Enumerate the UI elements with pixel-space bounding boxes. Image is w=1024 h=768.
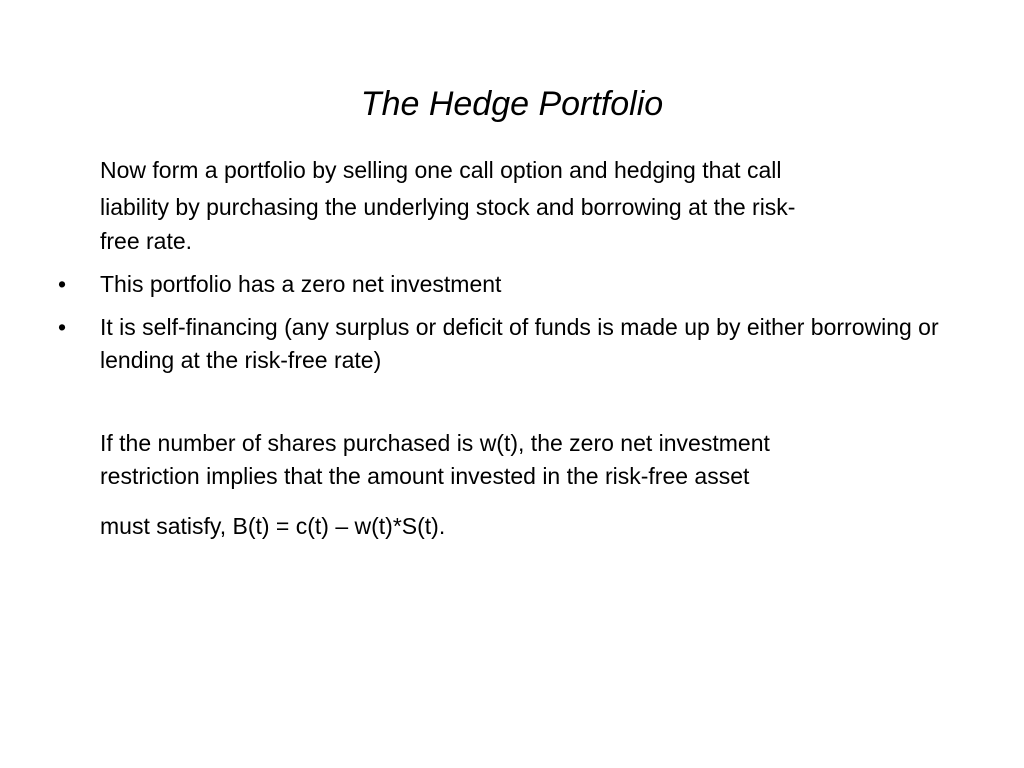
intro-line: Now form a portfolio by selling one call option and hedging that call (100, 157, 782, 183)
closing-line: must satisfy, B(t) = c(t) – w(t)*S(t). (100, 513, 446, 539)
bullet-text: It is self-financing (any surplus or deficit of funds is made up by either borrowing or lending at the risk-free rate) (100, 314, 939, 373)
intro-line: free rate. (100, 228, 193, 254)
bullet-marker: • (58, 314, 67, 340)
slide-title: The Hedge Portfolio (360, 85, 664, 123)
intro-line: liability by purchasing the underlying stock and borrowing at the risk- (100, 194, 796, 220)
intro-paragraph (100, 152, 980, 256)
bullet-text: This portfolio has a zero net investment (100, 271, 502, 297)
bullet-marker: • (58, 271, 67, 297)
closing-line: If the number of shares purchased is w(t), the zero net investment (100, 430, 770, 456)
closing-line: restriction implies that the amount invested in the risk-free asset (100, 463, 750, 489)
closing-paragraph (100, 427, 980, 543)
